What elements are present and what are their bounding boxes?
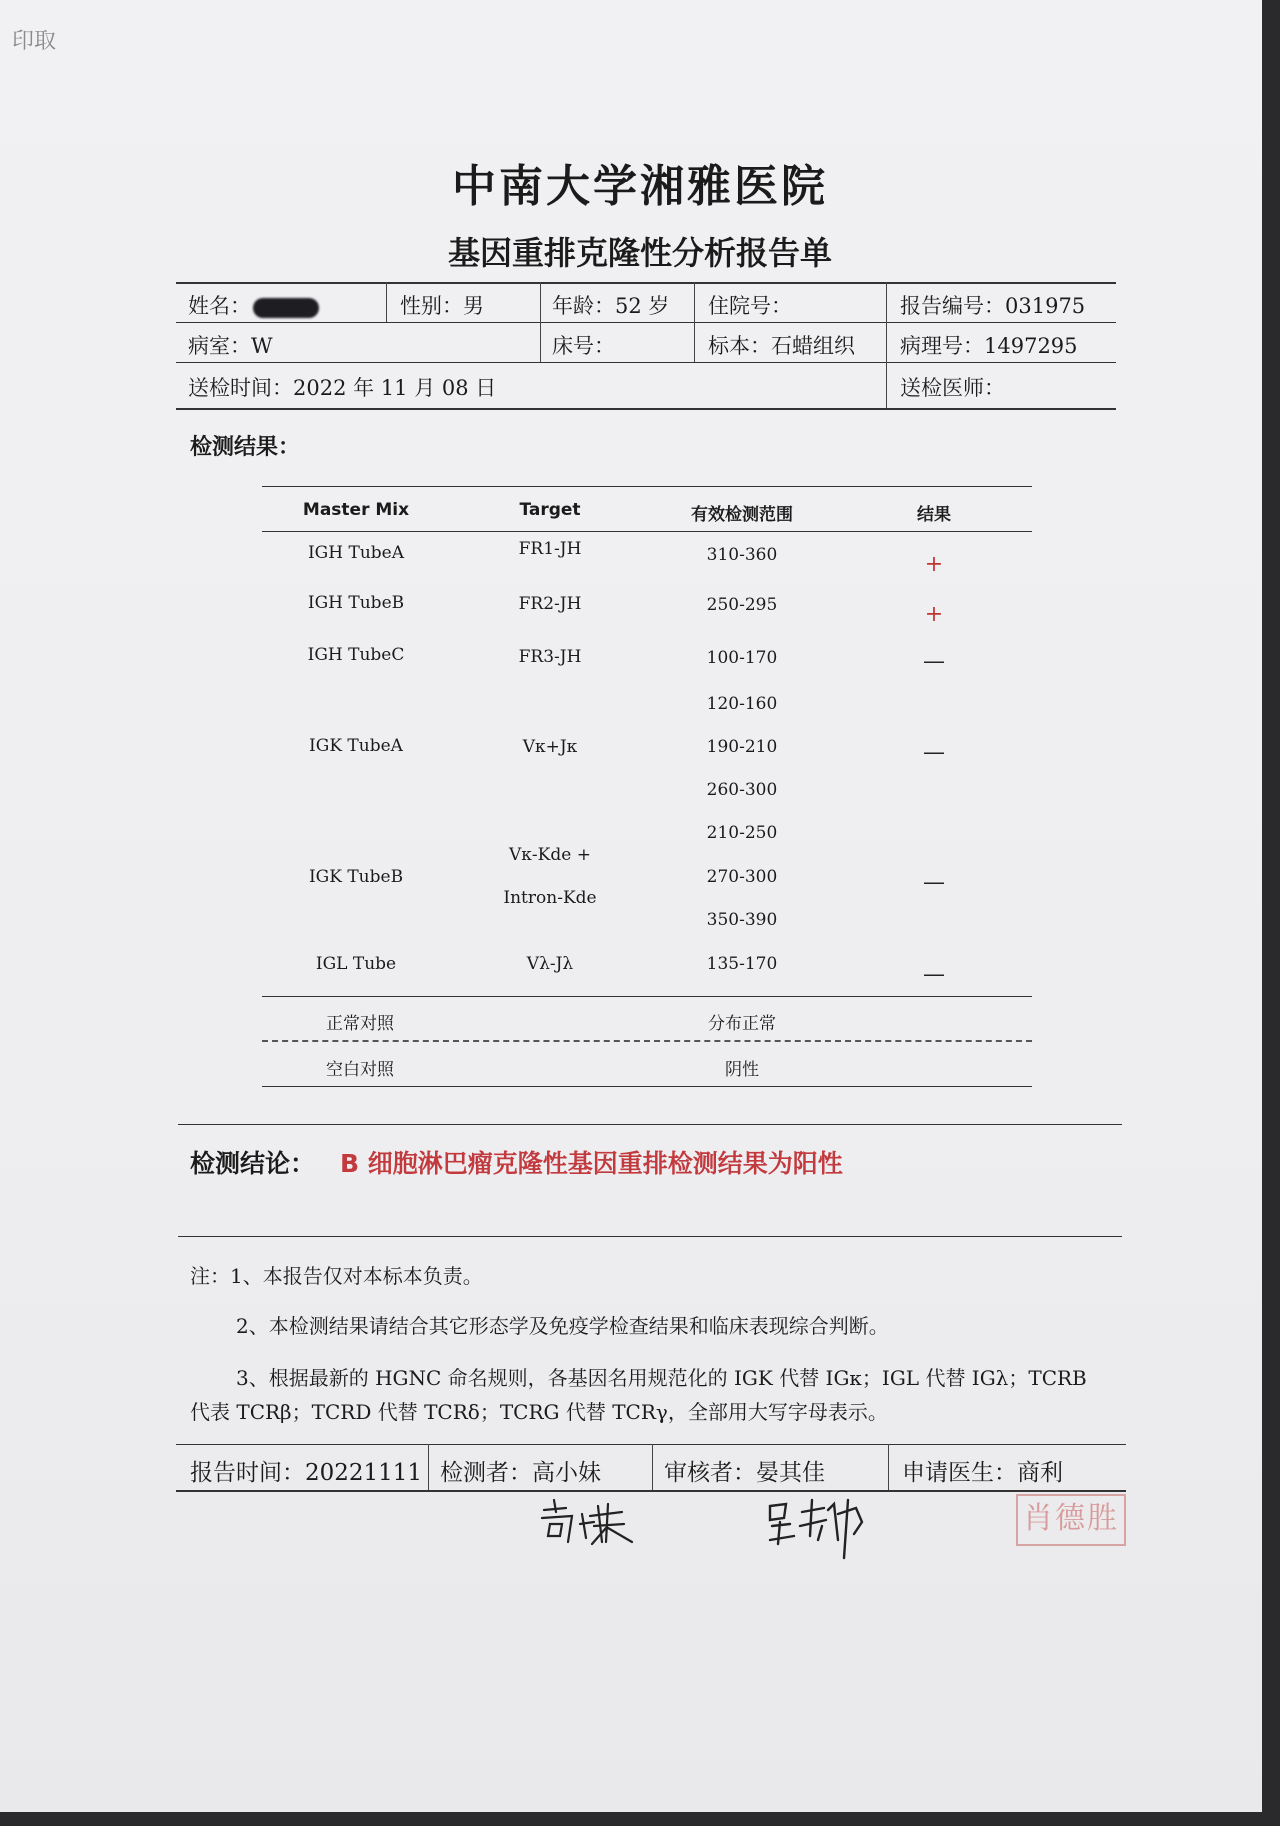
info-rule — [176, 282, 1116, 284]
control-divider — [262, 1040, 1032, 1042]
results-label: 检测结果： — [190, 435, 301, 460]
report-title: 基因重排克隆性分析报告单 — [447, 234, 832, 272]
seal-text: 肖德胜 — [1023, 1501, 1119, 1536]
row-result: — — [923, 870, 945, 895]
note-3-continued: 代表 TCRβ；TCRD 代替 TCRδ；TCRG 代替 TCRγ，全部用大写字母表示。 — [190, 1400, 888, 1424]
conclusion-top-rule — [178, 1124, 1122, 1125]
report-time: 报告时间：20221111 — [190, 1460, 423, 1486]
seal-stamp — [1016, 1494, 1126, 1546]
row-target-line: Intron-Kde — [503, 888, 597, 908]
info-divider — [886, 282, 887, 408]
patient-name — [188, 290, 319, 320]
blank-control-label: 空白对照 — [326, 1060, 394, 1080]
row-target: Vλ-Jλ — [526, 954, 574, 974]
patient-sex: 性别：男 — [400, 294, 484, 318]
row-mix: IGH TubeB — [307, 593, 405, 613]
bed-number: 床号： — [552, 334, 615, 358]
patient-info-grid — [176, 282, 1116, 410]
header-rule — [262, 531, 1032, 532]
info-rule — [176, 362, 1116, 363]
row-target: Vκ+Jκ — [522, 737, 578, 757]
reviewer: 审核者：晏其佳 — [664, 1460, 825, 1486]
row-range: 135-170 — [706, 954, 778, 974]
row-target: FR2-JH — [518, 594, 582, 614]
header-master-mix: Master Mix — [302, 500, 410, 520]
row-target: FR3-JH — [518, 647, 582, 667]
row-result: + — [924, 552, 944, 577]
corner-handwritten-note: 印取 — [12, 29, 57, 54]
row-range: 120-160 — [706, 694, 778, 714]
ward: 病室：W — [188, 334, 273, 358]
footer-divider — [888, 1444, 889, 1490]
table-bottom-rule — [262, 1086, 1032, 1087]
row-range: 190-210 — [706, 737, 778, 757]
submitting-doctor: 送检医师： — [900, 376, 1005, 400]
header-target: Target — [519, 500, 581, 520]
conclusion-bottom-rule — [178, 1236, 1122, 1237]
row-mix: IGK TubeB — [308, 867, 404, 887]
row-range: 310-360 — [706, 545, 778, 565]
row-result: — — [923, 962, 945, 987]
note-1: 注：1、本报告仅对本标本负责。 — [190, 1264, 483, 1288]
row-target: FR1-JH — [518, 539, 582, 559]
report-number: 报告编号：031975 — [900, 294, 1086, 318]
row-mix: IGK TubeA — [309, 736, 403, 756]
row-range: 100-170 — [706, 648, 778, 668]
patient-name-label: 姓名： — [188, 294, 251, 318]
reviewer-signature — [764, 1492, 874, 1562]
requesting-doctor: 申请医生：商利 — [902, 1460, 1063, 1486]
header-range: 有效检测范围 — [691, 505, 793, 525]
row-range: 260-300 — [706, 780, 778, 800]
info-rule — [176, 408, 1116, 410]
row-mix: IGH TubeA — [307, 543, 405, 563]
row-range: 350-390 — [706, 910, 778, 930]
info-divider — [694, 282, 695, 362]
redacted-name — [253, 298, 319, 318]
specimen-type: 标本：石蜡组织 — [708, 334, 855, 358]
table-body-rule — [262, 996, 1032, 997]
inpatient-number: 住院号： — [708, 294, 792, 318]
row-result: + — [924, 602, 944, 627]
row-range: 210-250 — [706, 823, 778, 843]
info-rule — [176, 322, 1116, 323]
row-target-line: Vκ-Kde + — [509, 845, 591, 865]
info-divider — [386, 282, 387, 322]
tester: 检测者：高小妹 — [440, 1460, 601, 1486]
info-divider — [540, 282, 541, 362]
row-result: — — [923, 649, 945, 674]
row-mix: IGH TubeC — [307, 645, 405, 665]
conclusion-label: 检测结论： — [190, 1149, 316, 1178]
submit-time: 送检时间：2022 年 11 月 08 日 — [188, 376, 497, 400]
row-range: 270-300 — [706, 867, 778, 887]
footer-divider — [652, 1444, 653, 1490]
row-mix: IGL Tube — [315, 954, 397, 974]
note-3: 3、根据最新的 HGNC 命名规则，各基因名用规范化的 IGK 代替 IGκ；IGL 代替 IGλ；TCRB — [236, 1366, 1087, 1390]
conclusion-text: B 细胞淋巴瘤克隆性基因重排检测结果为阳性 — [340, 1149, 843, 1178]
row-range: 250-295 — [706, 595, 778, 615]
normal-control-label: 正常对照 — [326, 1014, 394, 1034]
blank-control-value: 阴性 — [725, 1060, 759, 1080]
header-result: 结果 — [917, 505, 951, 525]
table-top-rule — [262, 486, 1032, 487]
patient-age: 年龄：52 岁 — [552, 294, 670, 318]
footer-divider — [428, 1444, 429, 1490]
hospital-name: 中南大学湘雅医院 — [452, 161, 828, 212]
tester-signature — [536, 1492, 656, 1548]
normal-control-value: 分布正常 — [708, 1014, 776, 1034]
row-result: — — [923, 740, 945, 765]
note-2: 2、本检测结果请结合其它形态学及免疫学检查结果和临床表现综合判断。 — [236, 1314, 889, 1338]
report-footer — [176, 1444, 1126, 1490]
footer-rule — [176, 1444, 1126, 1445]
pathology-number: 病理号：1497295 — [900, 334, 1078, 358]
